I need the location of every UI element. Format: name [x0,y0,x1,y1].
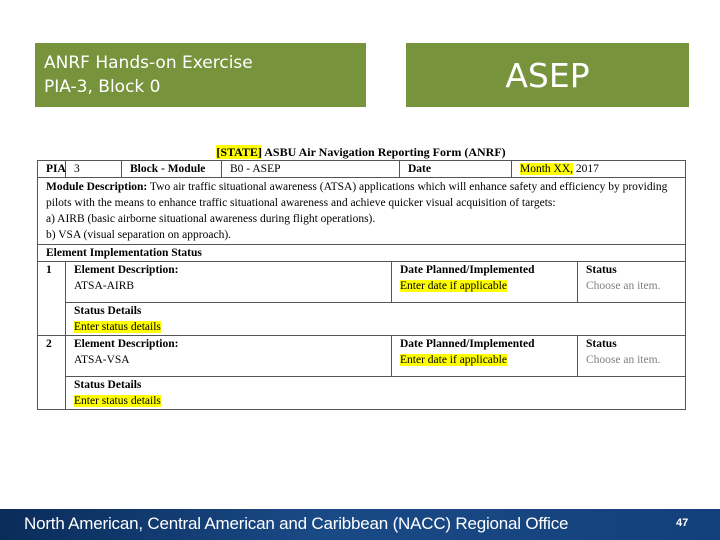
element-status [578,262,686,303]
element-status-label: Status [586,338,617,350]
element-description [66,336,392,377]
element-date-label: Date Planned/Implemented [400,264,535,276]
element-number: 1 [38,262,66,336]
date-value[interactable] [512,161,686,178]
anrf-table [37,160,686,410]
block-value[interactable]: B0 - ASEP [222,161,400,178]
element-date-value[interactable]: Enter date if applicable [400,280,507,292]
element-details [66,303,686,336]
impl-status-label: Element Implementation Status [38,245,686,262]
element-row [38,336,686,377]
date-label: Date [400,161,512,178]
footer-bar [0,509,720,540]
exercise-title-line2: PIA-3, Block 0 [44,77,161,97]
element-details-label: Status Details [74,305,142,317]
form-title: ASBU Air Navigation Reporting Form (ANRF) [261,145,506,159]
state-placeholder[interactable]: [STATE] [216,145,262,159]
exercise-title-line1: ANRF Hands-on Exercise [44,53,253,73]
module-label: Module Description: [46,181,148,193]
element-status-label: Status [586,264,617,276]
element-details [66,377,686,410]
module-line-b: b) VSA (visual separation on approach). [46,229,232,241]
module-description-cell [38,178,686,245]
module-description-row [38,178,686,245]
element-description-label: Element Description: [74,338,179,350]
element-details-row [38,377,686,410]
exercise-title-box [35,43,366,107]
anrf-form [37,143,685,432]
element-status-dropdown[interactable]: Choose an item. [586,280,661,292]
element-number: 2 [38,336,66,410]
element-description-label: Element Description: [74,264,179,276]
pia-value[interactable]: 3 [66,161,122,178]
element-details-label: Status Details [74,379,142,391]
date-month[interactable]: Month XX, [520,163,574,175]
element-description [66,262,392,303]
date-year: 2017 [573,163,599,175]
element-status [578,336,686,377]
element-date-label: Date Planned/Implemented [400,338,535,350]
impl-status-row [38,245,686,262]
element-date [392,336,578,377]
module-line-a: a) AIRB (basic airborne situational awareness during flight operations). [46,213,376,225]
block-label: Block - Module [122,161,222,178]
pia-label: PIA [38,161,66,178]
element-date-value[interactable]: Enter date if applicable [400,354,507,366]
footer-office-name: North American, Central American and Caribbean (NACC) Regional Office [24,514,569,533]
element-row [38,262,686,303]
element-details-value[interactable]: Enter status details [74,395,161,407]
form-header [37,143,685,161]
element-details-value[interactable]: Enter status details [74,321,161,333]
module-title-box [406,43,689,107]
element-description-value[interactable]: ATSA-VSA [74,354,130,366]
module-title: ASEP [505,55,590,95]
element-status-dropdown[interactable]: Choose an item. [586,354,661,366]
element-description-value[interactable]: ATSA-AIRB [74,280,135,292]
pia-row [38,161,686,178]
element-details-row [38,303,686,336]
page-number: 47 [676,517,689,529]
element-date [392,262,578,303]
module-text: Two air traffic situational awareness (ATSA) applications which will enhance safety and efficiency by providing pilots with the means to enhance traffic situational awareness and achieve quicker visual acquisition of targets: [46,181,668,209]
